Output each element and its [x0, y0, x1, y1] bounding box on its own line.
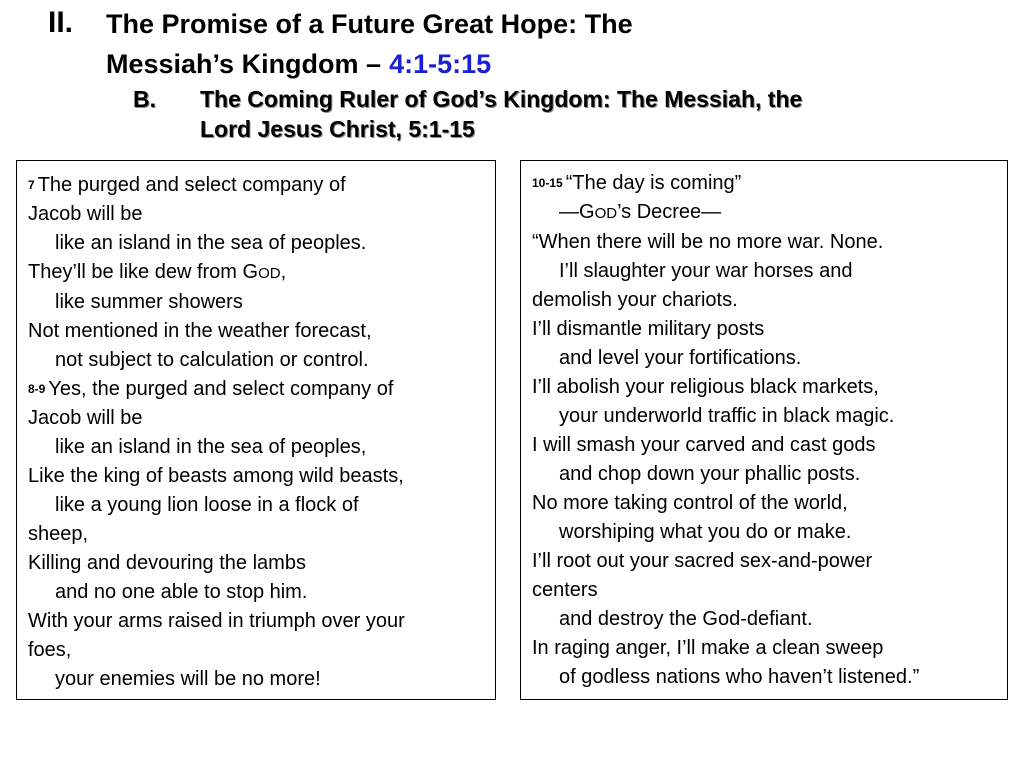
slide-title-line-1: The Promise of a Future Great Hope: The — [106, 9, 633, 39]
passage-line: I’ll root out your sacred sex-and-power — [532, 550, 873, 572]
passage-line: With your arms raised in triumph over your — [28, 610, 405, 632]
passage-text: “The day is coming” — [565, 172, 742, 194]
passage-line: sheep, — [28, 523, 89, 545]
passage-line: worshiping what you do or make. — [559, 521, 852, 543]
slide-header — [0, 0, 1024, 160]
passage-line: like summer showers — [55, 291, 243, 313]
passage-line — [28, 375, 485, 404]
slide-title-line-2-text: Messiah’s Kingdom – — [106, 49, 382, 79]
passage-line — [28, 171, 485, 200]
subsection-letter: B. — [133, 86, 156, 112]
passage-line: foes, — [28, 639, 72, 661]
verse-number: 10-15 — [532, 176, 563, 190]
passage-line: Jacob will be — [28, 407, 143, 429]
passage-line: demolish your chariots. — [532, 289, 738, 311]
passage-line: Jacob will be — [28, 203, 143, 225]
passage-line: I’ll abolish your religious black markets, — [532, 376, 879, 398]
verse-number: 8-9 — [28, 382, 46, 396]
passage-line: I’ll dismantle military posts — [532, 318, 765, 340]
left-passage-box — [16, 160, 496, 700]
right-passage-box — [520, 160, 1008, 700]
passage-line: your enemies will be no more! — [55, 668, 321, 690]
passage-line: and destroy the God-defiant. — [559, 608, 813, 630]
subsection-title-line-2: Lord Jesus Christ, 5:1-15 — [200, 116, 475, 142]
verse-number: 7 — [28, 178, 35, 192]
subsection-title-line-1: The Coming Ruler of God’s Kingdom: The Messiah, the — [200, 86, 803, 112]
small-caps-text: OD — [594, 205, 618, 222]
passage-line: I will smash your carved and cast gods — [532, 434, 876, 456]
passage-line: and level your fortifications. — [559, 347, 802, 369]
passage-text: —G — [559, 201, 595, 223]
passage-line: not subject to calculation or control. — [55, 349, 369, 371]
passage-text: , — [280, 261, 287, 283]
passage-line: like an island in the sea of peoples. — [55, 232, 367, 254]
passage-line: No more taking control of the world, — [532, 492, 848, 514]
passage-line: “When there will be no more war. None. — [532, 231, 884, 253]
passage-line — [28, 258, 485, 288]
passage-line — [532, 198, 999, 228]
section-number: II. — [48, 6, 74, 39]
passage-text: Yes, the purged and select company of — [48, 378, 394, 400]
passage-line — [532, 169, 999, 198]
passage-line: like a young lion loose in a flock of — [55, 494, 359, 516]
passage-text: They’ll be like dew from G — [28, 261, 259, 283]
passage-text: ’s Decree— — [617, 201, 722, 223]
slide-title-line-2 — [106, 49, 491, 80]
passage-line: like an island in the sea of peoples, — [55, 436, 367, 458]
passage-line: Not mentioned in the weather forecast, — [28, 320, 372, 342]
passage-line: and no one able to stop him. — [55, 581, 308, 603]
passage-line: Killing and devouring the lambs — [28, 552, 306, 574]
passage-line: of godless nations who haven’t listened.” — [559, 666, 920, 688]
passage-line: In raging anger, I’ll make a clean sweep — [532, 637, 884, 659]
passage-line: I’ll slaughter your war horses and — [559, 260, 853, 282]
passage-line: Like the king of beasts among wild beasts, — [28, 465, 404, 487]
passage-line: and chop down your phallic posts. — [559, 463, 861, 485]
scripture-reference: 4:1-5:15 — [389, 49, 492, 79]
small-caps-text: OD — [258, 265, 281, 282]
passage-line: your underworld traffic in black magic. — [559, 405, 895, 427]
passage-text: The purged and select company of — [37, 174, 346, 196]
passage-line: centers — [532, 579, 598, 601]
